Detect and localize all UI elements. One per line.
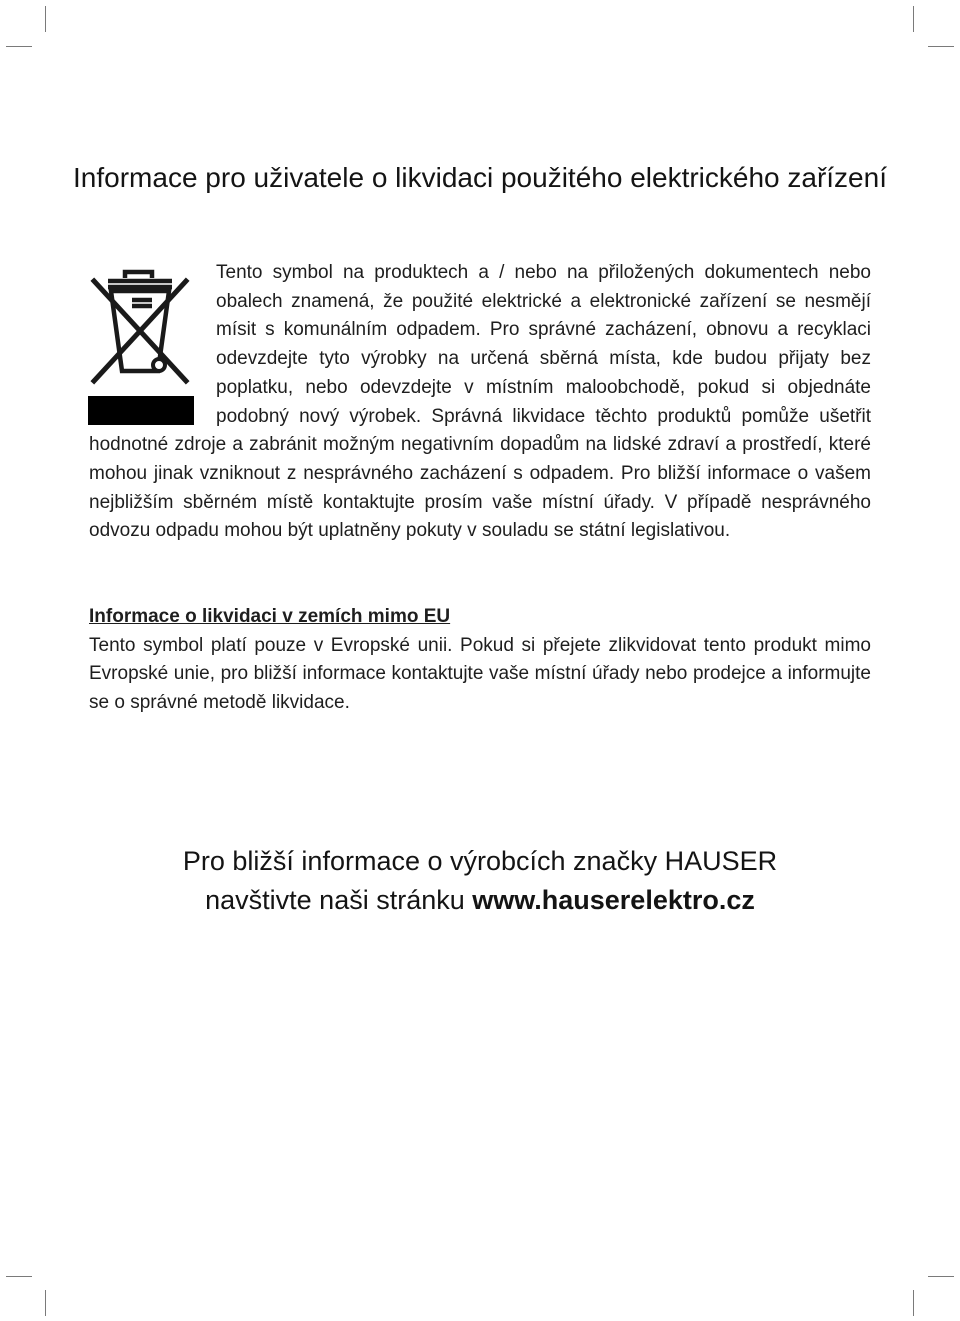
section-paragraph: Tento symbol platí pouze v Evropské unii. Pokud si přejete zlikvidovat tento produkt mimo Evropské unie, pro bližší informace kontaktujte vaše místní úřady nebo prodejce a informujte se o správné metodě likvidace. — [89, 634, 871, 714]
crop-mark — [6, 46, 32, 47]
intro-paragraph-text: Tento symbol na produktech a / nebo na přiložených dokumentech nebo obalech znamená, že použité elektrické a elektronické zařízení se nesmějí mísit s komunálním odpadem. Pro správné zacházení, obnovu a recyklaci odevzdejte tyto výrobky na určená sběrná místa, kde budou přijaty bez poplatku, nebo odevzdejte v místním maloobchodě, pokud si objednáte podobný nový výrobek. Správná likvidace těchto produktů pomůže ušetřit hodnotné zdroje a zabránit možným negativním dopadům na lidské zdraví a prostředí, které mohou jinak vzniknout z nesprávného zacházení s odpadem. Pro bližší informace o vašem nejbližším sběrném místě kontaktujte prosím vaše místní úřady. V případě nesprávného odvozu odpadu mohou být uplatněny pokuty v souladu se státní legislativou. — [89, 262, 871, 542]
section-title: Informace o likvidaci v zemích mimo EU — [89, 606, 451, 627]
crop-mark — [913, 1290, 914, 1316]
crop-mark — [928, 46, 954, 47]
crop-mark — [45, 6, 46, 32]
icon-spacer — [89, 259, 216, 431]
website-link[interactable]: www.hauserelektro.cz — [472, 885, 755, 915]
crop-mark — [45, 1290, 46, 1316]
intro-paragraph — [89, 259, 871, 546]
footer-line-1: Pro bližší informace o výrobcích značky HAUSER — [182, 846, 778, 876]
footer-line-2 — [80, 881, 880, 920]
footer-line-2-prefix: navštivte naši stránku — [205, 885, 473, 915]
page-title: Informace pro uživatele o likvidaci použitého elektrického zařízení — [73, 162, 887, 193]
crop-mark — [928, 1276, 954, 1277]
crop-mark — [913, 6, 914, 32]
crop-mark — [6, 1276, 32, 1277]
footer-note — [80, 842, 880, 920]
non-eu-section — [89, 603, 871, 718]
